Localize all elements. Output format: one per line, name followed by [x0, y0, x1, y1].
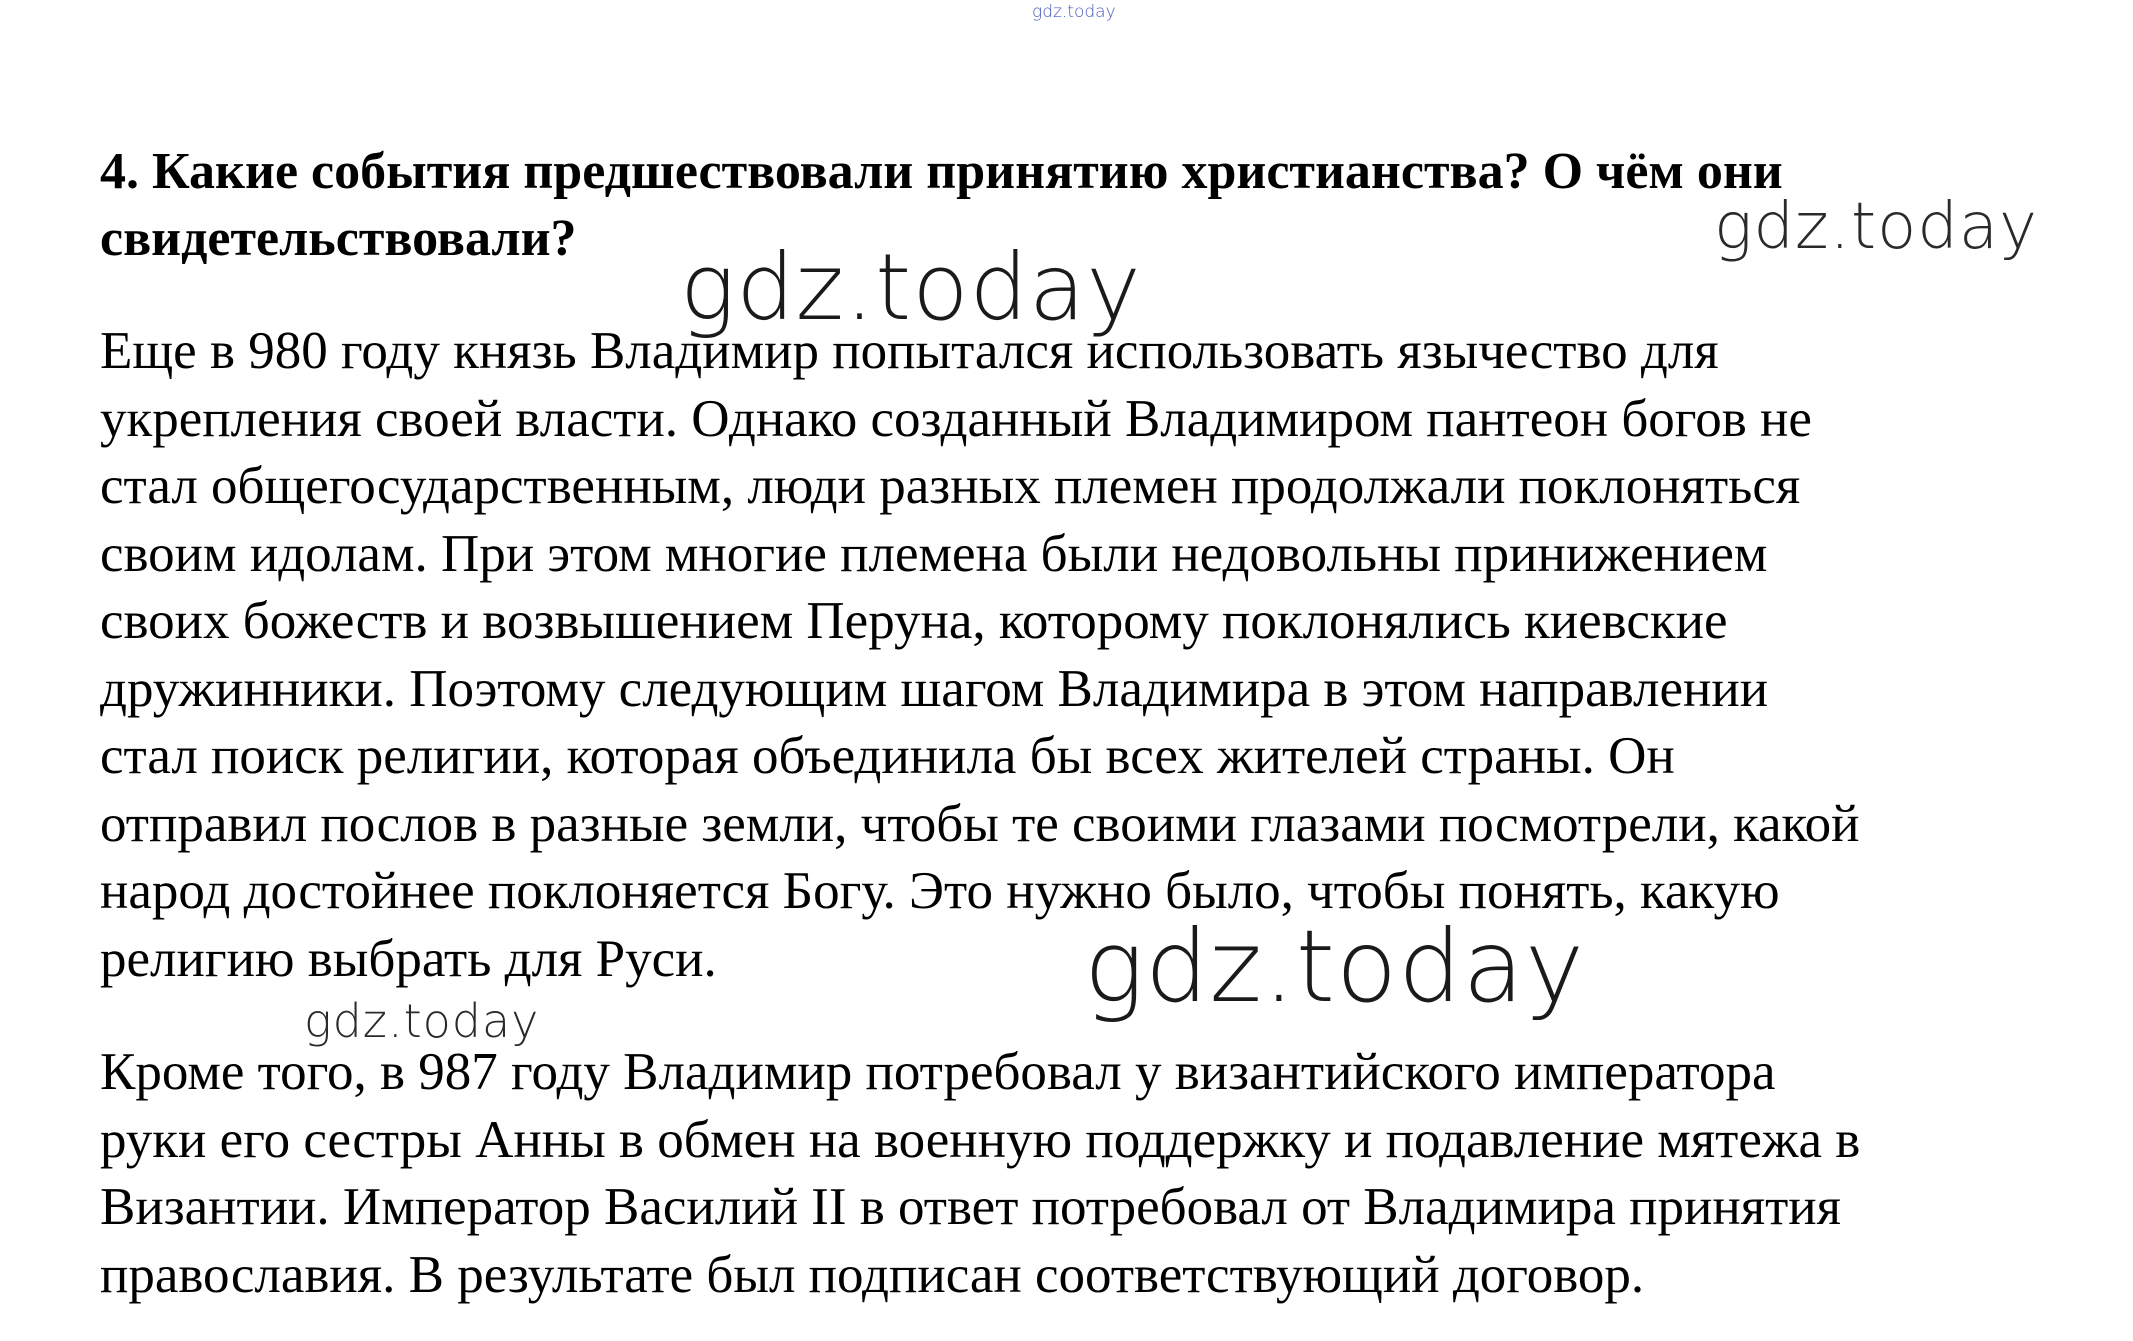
watermark-mid: gdz.today: [1084, 908, 1586, 1025]
answer-paragraph-1: Еще в 980 году князь Владимир попытался использовать язычество для укрепления своей власти. Однако созданный Владимиром пантеон богов не стал общегосударственным, люди разных племен продолжали поклоняться своим идолам. При этом многие племена были недовольны принижением своих божеств и возвышением Перуна, которому поклонялись киевские дружинники. Поэтому следующим шагом Владимира в этом направлении стал поиск религии, которая объединила бы всех жителей страны. Он отправил послов в разные земли, чтобы те своими глазами посмотрели, какой народ достойнее поклоняется Богу. Это нужно было, чтобы понять, какую религию выбрать для Руси.: [100, 322, 1860, 988]
watermark-top: gdz.today: [1032, 2, 1116, 22]
watermark-center: gdz.today: [680, 234, 1142, 341]
watermark-left: gdz.today: [304, 994, 540, 1048]
answer-paragraph-2: Кроме того, в 987 году Владимир потребовал у византийского императора руки его сестры Анны в обмен на военную поддержку и подавление мятежа в Византии. Император Василий II в ответ потребовал от Владимира принятия православия. В результате был подписан соответствующий договор.: [100, 1043, 1861, 1304]
question-heading: 4. Какие события предшествовали принятию христианства? О чём они свидетельствовали?: [100, 143, 1783, 267]
watermark-right: gdz.today: [1714, 190, 2038, 264]
